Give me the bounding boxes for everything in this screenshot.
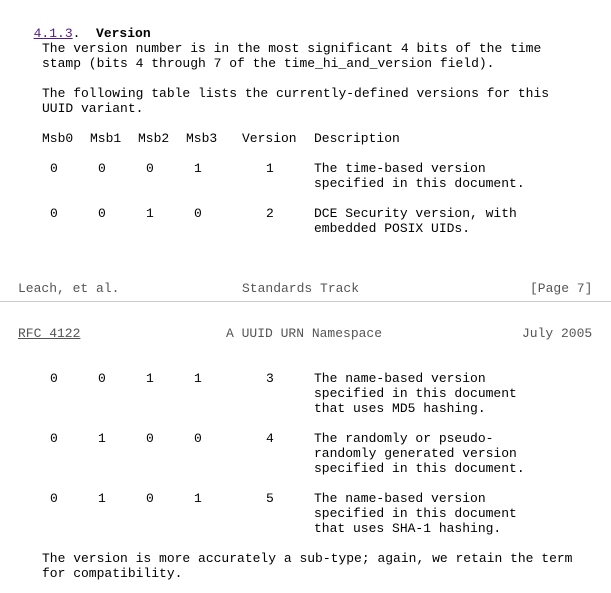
table-cell-msb1: 1 bbox=[98, 491, 106, 506]
section-dot: . bbox=[72, 26, 97, 41]
table-cell-msb0: 0 bbox=[50, 431, 58, 446]
para1-line-2: stamp (bits 4 through 7 of the time_hi_and_version field). bbox=[42, 56, 495, 71]
table-cell-desc-line: The randomly or pseudo- bbox=[314, 431, 494, 446]
table-cell-msb2: 1 bbox=[146, 206, 154, 221]
rfc-number-link[interactable]: RFC 4122 bbox=[18, 326, 81, 341]
table-header-msb3: Msb3 bbox=[186, 131, 218, 146]
table-cell-version: 1 bbox=[266, 161, 274, 176]
table-header-msb2: Msb2 bbox=[138, 131, 170, 146]
table-cell-desc-line: The time-based version bbox=[314, 161, 486, 176]
table-cell-desc-line: that uses SHA-1 hashing. bbox=[314, 521, 502, 536]
table-cell-desc-line: specified in this document bbox=[314, 386, 517, 401]
header-title: A UUID URN Namespace bbox=[226, 326, 383, 341]
section-heading bbox=[18, 11, 151, 41]
table-cell-desc-line: specified in this document. bbox=[314, 461, 525, 476]
table-cell-msb0: 0 bbox=[50, 491, 58, 506]
table-cell-msb1: 0 bbox=[98, 161, 106, 176]
header-date: July 2005 bbox=[522, 326, 593, 341]
para2-line-1: The following table lists the currently-defined versions for this bbox=[42, 86, 550, 101]
para3-line-1: The version is more accurately a sub-type; again, we retain the term bbox=[42, 551, 573, 566]
table-header-description: Description bbox=[314, 131, 400, 146]
footer-authors: Leach, et al. bbox=[18, 281, 120, 296]
table-cell-desc-line: The name-based version bbox=[314, 371, 486, 386]
table-cell-desc-line: randomly generated version bbox=[314, 446, 517, 461]
table-header-version: Version bbox=[242, 131, 297, 146]
page-break-divider bbox=[0, 301, 611, 302]
table-cell-desc-line: DCE Security version, with bbox=[314, 206, 517, 221]
table-header-msb1: Msb1 bbox=[90, 131, 122, 146]
para1-line-1: The version number is in the most significant 4 bits of the time bbox=[42, 41, 542, 56]
table-cell-version: 2 bbox=[266, 206, 274, 221]
section-title: Version bbox=[96, 26, 151, 41]
table-cell-msb2: 0 bbox=[146, 431, 154, 446]
table-cell-msb0: 0 bbox=[50, 371, 58, 386]
table-cell-desc-line: that uses MD5 hashing. bbox=[314, 401, 486, 416]
table-cell-version: 3 bbox=[266, 371, 274, 386]
table-header-msb0: Msb0 bbox=[42, 131, 74, 146]
table-cell-msb3: 1 bbox=[194, 371, 202, 386]
table-cell-msb2: 1 bbox=[146, 371, 154, 386]
table-cell-msb2: 0 bbox=[146, 491, 154, 506]
table-cell-msb1: 0 bbox=[98, 206, 106, 221]
table-cell-msb0: 0 bbox=[50, 206, 58, 221]
table-cell-version: 4 bbox=[266, 431, 274, 446]
section-number-link[interactable]: 4.1.3 bbox=[33, 26, 73, 41]
table-cell-msb3: 0 bbox=[194, 206, 202, 221]
table-cell-msb3: 0 bbox=[194, 431, 202, 446]
table-cell-msb2: 0 bbox=[146, 161, 154, 176]
table-cell-desc-line: specified in this document bbox=[314, 506, 517, 521]
table-cell-msb3: 1 bbox=[194, 491, 202, 506]
table-cell-desc-line: specified in this document. bbox=[314, 176, 525, 191]
table-cell-version: 5 bbox=[266, 491, 274, 506]
para2-line-2: UUID variant. bbox=[42, 101, 144, 116]
table-cell-desc-line: The name-based version bbox=[314, 491, 486, 506]
footer-status: Standards Track bbox=[242, 281, 360, 296]
table-cell-msb1: 1 bbox=[98, 431, 106, 446]
table-cell-msb3: 1 bbox=[194, 161, 202, 176]
footer-page-number: [Page 7] bbox=[530, 281, 593, 296]
table-cell-desc-line: embedded POSIX UIDs. bbox=[314, 221, 471, 236]
table-cell-msb0: 0 bbox=[50, 161, 58, 176]
table-cell-msb1: 0 bbox=[98, 371, 106, 386]
para3-line-2: for compatibility. bbox=[42, 566, 183, 581]
